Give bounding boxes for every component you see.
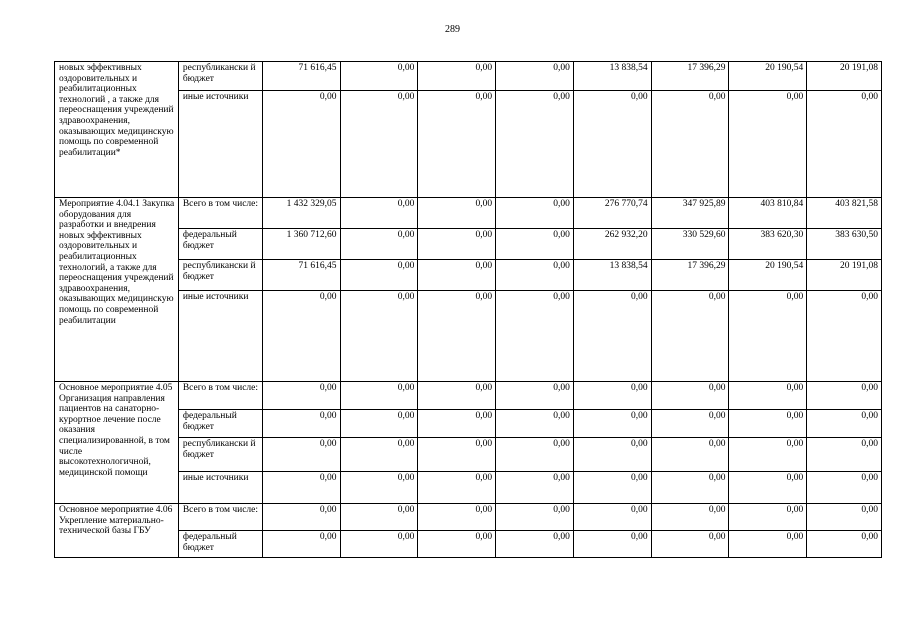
- value-cell: 383 620,30: [729, 229, 807, 260]
- table-row: [55, 410, 882, 438]
- value-cell: 0,00: [496, 382, 574, 410]
- value-cell: 403 810,84: [729, 198, 807, 229]
- value-cell: 0,00: [340, 382, 418, 410]
- value-cell: 0,00: [418, 62, 496, 91]
- table-row: [55, 62, 882, 91]
- value-cell: 0,00: [418, 260, 496, 291]
- event-name-cell: Мероприятие 4.04.1 Закупка оборудования для разработки и внедрения новых эффективных оздоровительных и реабилитационных технологий, а также для переоснащения учреждений здравоохранения, оказывающих медицинскую помощь по современной реабилитации: [55, 198, 179, 382]
- value-cell: 0,00: [340, 62, 418, 91]
- value-cell: 0,00: [651, 291, 729, 382]
- value-cell: 0,00: [651, 382, 729, 410]
- value-cell: 0,00: [496, 410, 574, 438]
- value-cell: 0,00: [262, 291, 340, 382]
- value-cell: 13 838,54: [573, 62, 651, 91]
- value-cell: 0,00: [573, 382, 651, 410]
- value-cell: 0,00: [340, 438, 418, 472]
- page-number: 289: [445, 24, 460, 35]
- value-cell: 71 616,45: [262, 62, 340, 91]
- value-cell: 0,00: [418, 472, 496, 504]
- funding-source-cell: Всего в том числе:: [178, 382, 262, 410]
- value-cell: 17 396,29: [651, 62, 729, 91]
- funding-source-cell: иные источники: [178, 291, 262, 382]
- value-cell: 0,00: [496, 229, 574, 260]
- value-cell: 0,00: [651, 531, 729, 558]
- value-cell: 403 821,58: [807, 198, 882, 229]
- value-cell: 0,00: [418, 410, 496, 438]
- value-cell: 0,00: [496, 504, 574, 531]
- value-cell: 0,00: [340, 504, 418, 531]
- funding-source-cell: федеральный бюджет: [178, 229, 262, 260]
- value-cell: 0,00: [573, 91, 651, 198]
- value-cell: 0,00: [573, 291, 651, 382]
- value-cell: 0,00: [262, 382, 340, 410]
- value-cell: 0,00: [496, 531, 574, 558]
- value-cell: 0,00: [418, 438, 496, 472]
- value-cell: 0,00: [496, 438, 574, 472]
- budget-table-body: [55, 62, 882, 558]
- value-cell: 0,00: [651, 410, 729, 438]
- value-cell: 0,00: [340, 472, 418, 504]
- value-cell: 0,00: [807, 504, 882, 531]
- value-cell: 20 191,08: [807, 62, 882, 91]
- value-cell: 0,00: [729, 291, 807, 382]
- value-cell: 0,00: [262, 91, 340, 198]
- value-cell: 0,00: [496, 91, 574, 198]
- value-cell: 0,00: [262, 504, 340, 531]
- funding-source-cell: федеральный бюджет: [178, 410, 262, 438]
- value-cell: 0,00: [418, 198, 496, 229]
- value-cell: 0,00: [418, 229, 496, 260]
- value-cell: 0,00: [340, 531, 418, 558]
- value-cell: 0,00: [496, 291, 574, 382]
- value-cell: 0,00: [340, 229, 418, 260]
- value-cell: 0,00: [262, 531, 340, 558]
- value-cell: 0,00: [262, 438, 340, 472]
- value-cell: 0,00: [729, 438, 807, 472]
- value-cell: 0,00: [573, 531, 651, 558]
- value-cell: 17 396,29: [651, 260, 729, 291]
- value-cell: 20 190,54: [729, 260, 807, 291]
- value-cell: 0,00: [573, 504, 651, 531]
- value-cell: 330 529,60: [651, 229, 729, 260]
- funding-source-cell: республикански й бюджет: [178, 438, 262, 472]
- value-cell: 0,00: [496, 472, 574, 504]
- funding-source-cell: Всего в том числе:: [178, 198, 262, 229]
- value-cell: 1 360 712,60: [262, 229, 340, 260]
- value-cell: 0,00: [807, 291, 882, 382]
- funding-source-cell: республикански й бюджет: [178, 62, 262, 91]
- value-cell: 13 838,54: [573, 260, 651, 291]
- value-cell: 0,00: [651, 438, 729, 472]
- value-cell: 0,00: [340, 198, 418, 229]
- funding-source-cell: иные источники: [178, 472, 262, 504]
- value-cell: 0,00: [807, 531, 882, 558]
- value-cell: 0,00: [496, 62, 574, 91]
- value-cell: 0,00: [496, 260, 574, 291]
- value-cell: 0,00: [418, 382, 496, 410]
- value-cell: 0,00: [418, 531, 496, 558]
- value-cell: 1 432 329,05: [262, 198, 340, 229]
- value-cell: 20 191,08: [807, 260, 882, 291]
- value-cell: 0,00: [340, 91, 418, 198]
- value-cell: 347 925,89: [651, 198, 729, 229]
- value-cell: 0,00: [729, 410, 807, 438]
- value-cell: 0,00: [573, 472, 651, 504]
- event-name-cell: Основное мероприятие 4.05 Организация направления пациентов на санаторно-курортное лечение после оказания специализированной, в том числе высокотехнологичной, медицинской помощи: [55, 382, 179, 504]
- funding-source-cell: республикански й бюджет: [178, 260, 262, 291]
- funding-source-cell: федеральный бюджет: [178, 531, 262, 558]
- value-cell: 0,00: [729, 91, 807, 198]
- value-cell: 262 932,20: [573, 229, 651, 260]
- value-cell: 0,00: [651, 472, 729, 504]
- value-cell: 276 770,74: [573, 198, 651, 229]
- value-cell: 0,00: [340, 260, 418, 291]
- value-cell: 0,00: [418, 91, 496, 198]
- table-row: [55, 504, 882, 531]
- table-row: [55, 472, 882, 504]
- table-row: [55, 382, 882, 410]
- value-cell: 0,00: [496, 198, 574, 229]
- value-cell: 0,00: [729, 472, 807, 504]
- value-cell: 0,00: [729, 382, 807, 410]
- value-cell: 0,00: [573, 410, 651, 438]
- table-row: [55, 291, 882, 382]
- value-cell: 0,00: [807, 438, 882, 472]
- budget-table: [54, 61, 882, 558]
- table-row: [55, 91, 882, 198]
- event-name-cell: Основное мероприятие 4.06 Укрепление материально-технической базы ГБУ: [55, 504, 179, 558]
- value-cell: 0,00: [651, 504, 729, 531]
- event-name-cell: новых эффективных оздоровительных и реабилитационных технологий , а также для переоснащения учреждений здравоохранения, оказывающих медицинскую помощь по современной реабилитации*: [55, 62, 179, 198]
- value-cell: 0,00: [418, 504, 496, 531]
- value-cell: 383 630,50: [807, 229, 882, 260]
- table-row: [55, 531, 882, 558]
- value-cell: 0,00: [807, 472, 882, 504]
- funding-source-cell: иные источники: [178, 91, 262, 198]
- table-row: [55, 229, 882, 260]
- value-cell: 0,00: [340, 291, 418, 382]
- value-cell: 0,00: [807, 91, 882, 198]
- value-cell: 0,00: [651, 91, 729, 198]
- value-cell: 0,00: [807, 382, 882, 410]
- value-cell: 0,00: [807, 410, 882, 438]
- table-row: [55, 260, 882, 291]
- funding-source-cell: Всего в том числе:: [178, 504, 262, 531]
- value-cell: 0,00: [729, 504, 807, 531]
- value-cell: 0,00: [262, 410, 340, 438]
- value-cell: 20 190,54: [729, 62, 807, 91]
- value-cell: 0,00: [340, 410, 418, 438]
- value-cell: 0,00: [573, 438, 651, 472]
- table-row: [55, 198, 882, 229]
- value-cell: 0,00: [418, 291, 496, 382]
- value-cell: 0,00: [262, 472, 340, 504]
- table-row: [55, 438, 882, 472]
- value-cell: 71 616,45: [262, 260, 340, 291]
- value-cell: 0,00: [729, 531, 807, 558]
